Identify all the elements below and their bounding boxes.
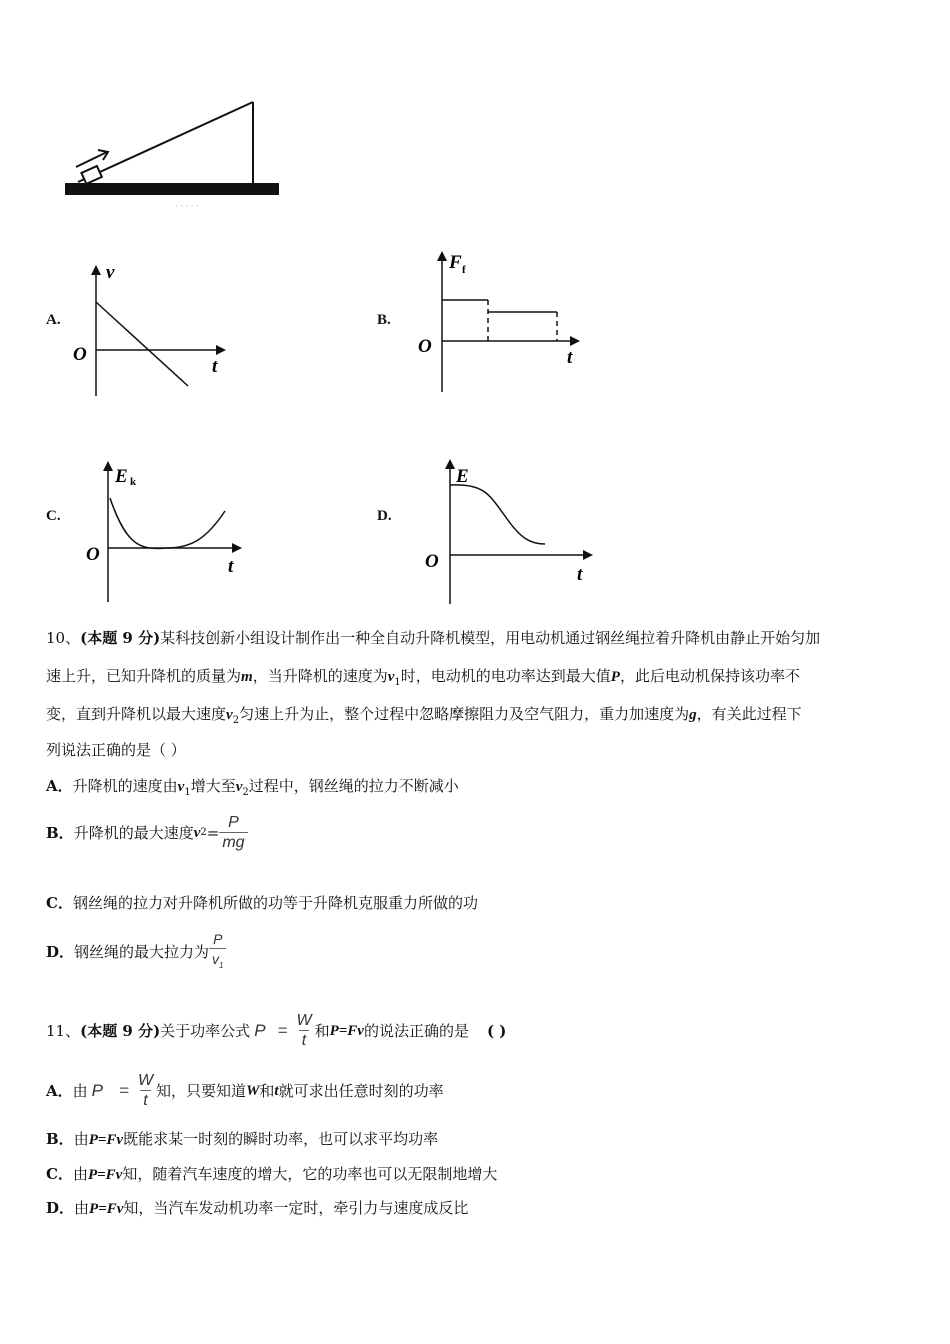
x-axis-label: t: [567, 347, 573, 368]
q10-option-b[interactable]: B． 升降机的最大速度 v 2 = $\frac{P}{mg}$: [46, 808, 248, 858]
graph-option-b-label: B.: [377, 312, 391, 328]
x-axis-label: t: [577, 564, 583, 585]
mechanical-energy-curve: [450, 485, 545, 544]
ground-surface: [65, 183, 279, 195]
fraction-w-over-t: $\frac{W}{t}$: [296, 1012, 312, 1049]
faded-caption: · · · · ·: [175, 201, 199, 210]
kinetic-energy-curve: [110, 498, 225, 548]
graph-option-c: [82, 458, 250, 606]
q10-number: 10、: [46, 629, 81, 647]
x-axis-label: t: [228, 556, 234, 577]
q11-stem: 11、 (本题 9 分) 关于功率公式 P = $\frac{W}{t}$ 和 P=Fv 的说法正确的是 ( ): [46, 1012, 507, 1049]
q10-option-a[interactable]: A．升降机的速度由$v_1$增大至$v_2$过程中，钢丝绳的拉力不断减小: [46, 777, 459, 798]
q11-option-d[interactable]: D．由P=Fv知，当汽车发动机功率一定时，牵引力与速度成反比: [46, 1199, 469, 1217]
graph-option-a-label: A.: [46, 312, 61, 328]
y-axis-label: v: [106, 262, 115, 283]
q11-option-b[interactable]: B．由P=Fv既能求某一时刻的瞬时功率，也可以求平均功率: [46, 1130, 439, 1148]
x-axis-arrow-icon: [232, 543, 242, 553]
q10-line-2: 速上升，已知升降机的质量为m，当升降机的速度为$v_1$时，电动机的电功率达到最大值P，此后电动机保持该功率不: [46, 667, 800, 688]
origin-label: O: [86, 544, 100, 565]
graph-option-c-label: C.: [46, 508, 61, 524]
origin-label: O: [418, 336, 432, 357]
incline-figure: [60, 95, 290, 210]
origin-label: O: [73, 344, 87, 365]
graph-option-d-label: D.: [377, 508, 392, 524]
q10-line-3: 变，直到升降机以最大速度$v_2$匀速上升为止，整个过程中忽略摩擦阻力及空气阻力，重力加速度为g，有关此过程下: [46, 705, 802, 726]
origin-label: O: [425, 551, 439, 572]
y-axis-label-sub: f: [462, 264, 466, 276]
x-axis-arrow-icon: [216, 345, 226, 355]
fraction-p-over-mg: $\frac{P}{mg}$: [219, 814, 247, 852]
q10-option-d[interactable]: D． 钢丝绳的最大拉力为 $\frac{P}{v_1}$: [46, 927, 226, 977]
q10-option-c[interactable]: C．钢丝绳的拉力对升降机所做的功等于升降机克服重力所做的功: [46, 894, 478, 912]
block-on-incline: [81, 166, 101, 184]
fraction-w-over-t: $\frac{W}{t}$: [137, 1072, 154, 1109]
velocity-line: [96, 302, 188, 386]
q11-option-c[interactable]: C．由P=Fv知，随着汽车速度的增大，它的功率也可以无限制地增大: [46, 1165, 498, 1183]
incline-slope: [78, 102, 253, 182]
q10-line-1: 10、(本题 9 分)某科技创新小组设计制作出一种全自动升降机模型，用电动机通过钢丝绳拉着升降机由静止开始匀加: [46, 629, 821, 647]
graph-option-d: [420, 456, 600, 606]
q10-points: (本题 9 分): [80, 629, 161, 647]
y-axis-arrow-icon: [103, 461, 113, 471]
x-axis-arrow-icon: [583, 550, 593, 560]
fraction-p-over-v1: $\frac{P}{v_1}$: [209, 930, 226, 975]
graph-option-b: [412, 248, 587, 396]
y-axis-arrow-icon: [91, 265, 101, 275]
q11-points: (本题 9 分): [80, 1022, 161, 1040]
x-axis-arrow-icon: [570, 336, 580, 346]
y-axis-label: E: [115, 466, 128, 487]
y-axis-arrow-icon: [437, 251, 447, 261]
q10-line-4: 列说法正确的是（ ）: [46, 741, 186, 759]
graph-option-a: [70, 262, 230, 400]
q11-option-a[interactable]: A． 由 P = $\frac{W}{t}$ 知，只要知道 W 和 t 就可求出任意时刻的功率: [46, 1072, 444, 1109]
q11-number: 11、: [46, 1022, 81, 1040]
y-axis-label: E: [456, 466, 469, 487]
y-axis-arrow-icon: [445, 459, 455, 469]
x-axis-label: t: [212, 356, 218, 377]
y-axis-label: F: [449, 252, 462, 273]
y-axis-label-sub: k: [130, 476, 137, 488]
motion-arrow-icon: [76, 150, 108, 167]
